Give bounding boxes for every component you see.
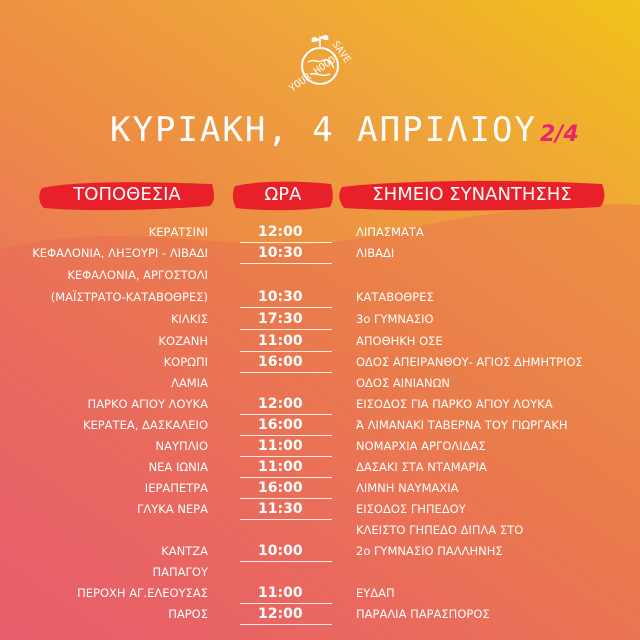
location-cell: (ΜΑΪΣΤΡΑΤΟ-ΚΑΤΑΒΟΘΡΕΣ) [50,290,208,304]
time-cell: 16:00 [258,417,303,433]
table-row [0,394,640,415]
meeting-cell: ΕΙΣΟΔΟΣ ΓΙΑ ΠΑΡΚΟ ΑΓΙΟΥ ΛΟΥΚΑ [356,397,553,411]
time-cell: 12:00 [258,396,303,412]
row-divider [240,329,332,330]
row-divider [240,307,332,308]
table-row [0,265,640,286]
table-row [0,373,640,394]
table-row [0,243,640,264]
meeting-cell: ΕΙΣΟΔΟΣ ΓΗΠΕΔΟΥ [356,502,466,516]
location-cell: ΚΕΦΑΛΟΝΙΑ, ΛΗΞΟΥΡΙ - ΛΙΒΑΔΙ [32,246,208,260]
meeting-cell: ΟΔΟΣ ΑΙΝΙΑΝΩΝ [356,376,451,390]
logo-text-top: SAVE [329,39,353,66]
table-row [0,541,640,562]
time-cell: 10:30 [258,289,303,305]
location-cell: ΓΛΥΚΑ ΝΕΡΑ [136,502,208,516]
table-row [0,478,640,499]
header-meeting-point-label: ΣΗΜΕΙΟ ΣΥΝΑΝΤΗΣΗΣ [372,184,572,205]
table-row [0,520,640,541]
globe-plant-icon [272,14,368,110]
table-row [0,287,640,308]
time-cell: 11:00 [258,585,303,601]
header-location-label: ΤΟΠΟΘΕΣΙΑ [73,184,181,205]
location-cell: ΠΑΠΑΓΟΥ [152,565,208,579]
meeting-cell: 3ο ΓΥΜΝΑΣΙΟ [356,312,434,326]
meeting-cell: ΛΙΒΑΔΙ [356,246,395,260]
page-number: 2/4 [540,122,579,147]
time-cell: 11:30 [258,501,303,517]
header-location [38,178,216,212]
table-row [0,604,640,625]
location-cell: ΝΕΑ ΙΩΝΙΑ [148,460,208,474]
header-time-label: ΩΡΑ [264,184,302,205]
table-row [0,352,640,373]
table-row [0,309,640,330]
time-cell: 11:00 [258,333,303,349]
logo-text-bottom: YOUR HOOD [287,54,339,95]
meeting-cell: ΛΙΠΑΣΜΑΤΑ [356,225,424,239]
table-row [0,562,640,583]
location-cell: ΚΙΛΚΙΣ [171,312,208,326]
meeting-cell: ΟΔΟΣ ΑΠΕΙΡΑΝΘΟΥ- ΑΓΙΟΣ ΔΗΜΗΤΡΙΟΣ [356,355,583,369]
location-cell: ΠΑΡΟΣ [168,607,208,621]
table-row [0,499,640,520]
meeting-cell: ΝΟΜΑΡΧΙΑ ΑΡΓΟΛΙΔΑΣ [356,439,486,453]
meeting-cell: ΠΑΡΑΛΙΑ ΠΑΡΑΣΠΟΡΟΣ [356,607,490,621]
location-cell: ΚΕΦΑΛΟΝΙΑ, ΑΡΓΟΣΤΟΛΙ [67,268,208,282]
location-cell: ΚΟΖΑΝΗ [158,334,208,348]
location-cell: ΠΕΡΟΧΗ ΑΓ.ΕΛΕΟΥΣΑΣ [77,586,208,600]
meeting-cell: ΚΑΤΑΒΟΘΡΕΣ [356,290,434,304]
location-cell: ΚΕΡΑΤΣΙΝΙ [148,225,208,239]
table-row [0,457,640,478]
table-row [0,583,640,604]
location-cell: ΚΕΡΑΤΕΑ, ΔΑΣΚΑΛΕΙΟ [82,418,208,432]
time-cell: 12:00 [258,224,303,240]
location-cell: ΝΑΥΠΛΙΟ [155,439,208,453]
time-cell: 16:00 [258,354,303,370]
location-cell: ΚΑΝΤΖΑ [161,544,208,558]
time-cell: 10:00 [258,543,303,559]
table-row [0,222,640,243]
page-title: ΚΥΡΙΑΚΗ, 4 ΑΠΡΙΛΙΟΥ [110,110,537,150]
meeting-cell: ΚΛΕΙΣΤΟ ΓΗΠΕΔΟ ΔΙΠΛΑ ΣΤΟ [356,523,524,537]
time-cell: 11:00 [258,438,303,454]
location-cell: ΚΟΡΩΠΙ [163,355,208,369]
meeting-cell: ΔΑΣΑΚΙ ΣΤΑ ΝΤΑΜΑΡΙΑ [356,460,487,474]
row-divider [240,624,332,625]
time-cell: 10:30 [258,245,303,261]
time-cell: 16:00 [258,480,303,496]
meeting-cell: 2ο ΓΥΜΝΑΣΙΟ ΠΑΛΛΗΝΗΣ [356,544,503,558]
save-your-hood-logo [272,14,368,110]
location-cell: ΠΑΡΚΟ ΑΓΙΟΥ ΛΟΥΚΑ [87,397,208,411]
meeting-cell: Ά ΛΙΜΑΝΑΚΙ ΤΑΒΕΡΝΑ ΤΟΥ ΓΙΩΡΓΑΚΗ [356,418,568,432]
location-cell: ΙΕΡΑΠΕΤΡΑ [144,481,208,495]
time-cell: 17:30 [258,311,303,327]
time-cell: 12:00 [258,606,303,622]
time-cell: 11:00 [258,459,303,475]
location-cell: ΛΑΜΙΑ [171,376,208,390]
header-meeting-point [338,178,606,212]
table-row [0,415,640,436]
table-row [0,436,640,457]
meeting-cell: ΑΠΟΘΗΚΗ ΟΣΕ [356,334,443,348]
meeting-cell: ΕΥΔΑΠ [356,586,395,600]
header-time [232,178,334,212]
table-row [0,331,640,352]
meeting-cell: ΛΙΜΝΗ ΝΑΥΜΑΧΙΑ [356,481,459,495]
row-divider [240,263,332,264]
